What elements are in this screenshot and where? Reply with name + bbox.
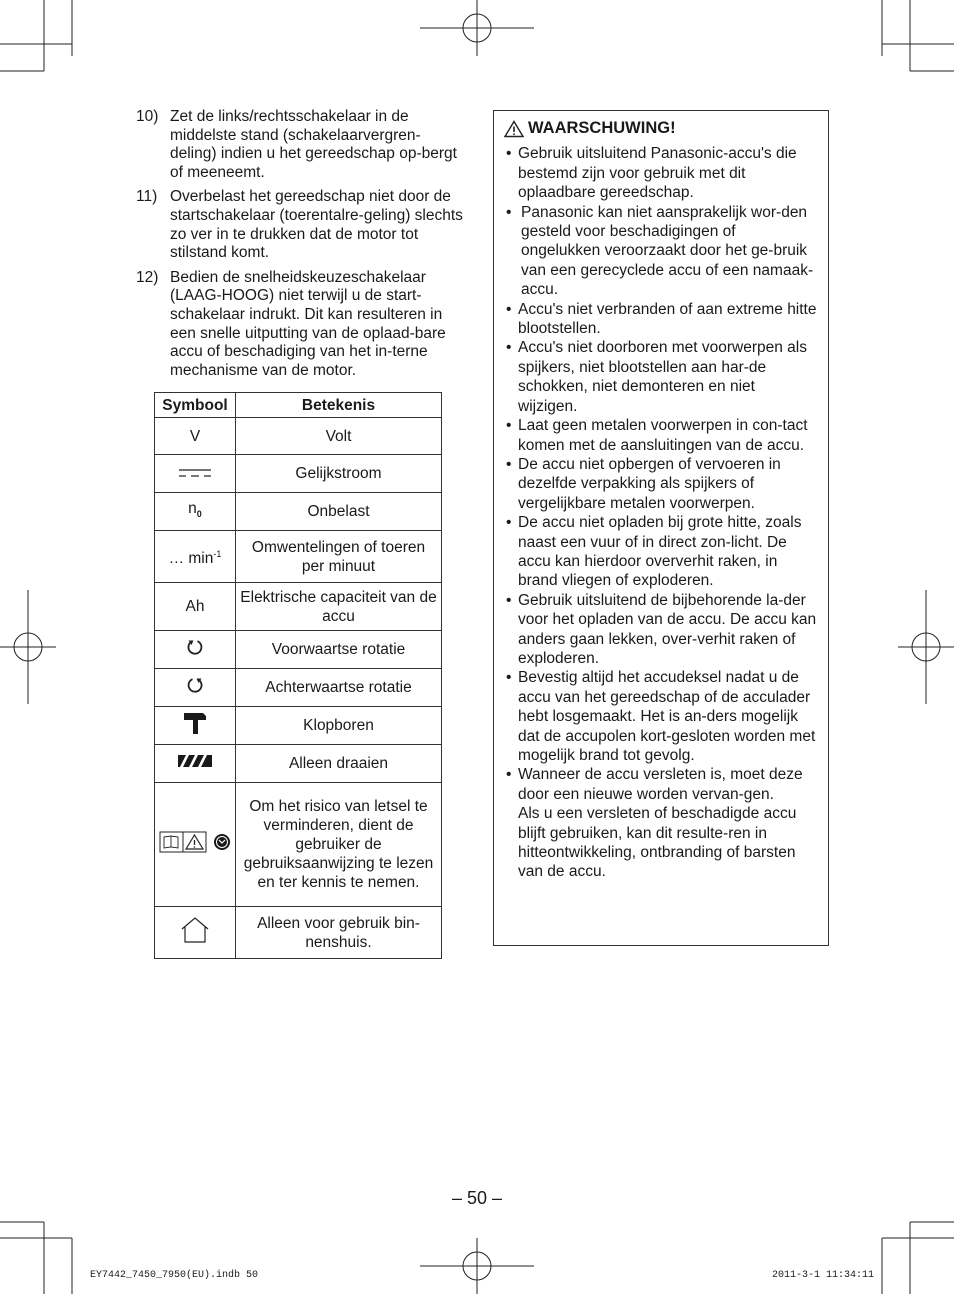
step-item <box>136 108 466 182</box>
meaning-cell: Volt <box>236 418 442 455</box>
symbol-cell <box>155 783 236 907</box>
symbol-cell <box>155 745 236 783</box>
table-row <box>155 583 442 631</box>
list-item: • Accu's niet verbranden of aan extreme hitte blootstellen. <box>504 300 818 339</box>
warning-box <box>493 110 829 946</box>
symbol-cell <box>155 455 236 493</box>
list-item: • De accu niet opbergen of vervoeren in dezelfde verpakking als spijkers of vergelijkbare metalen voorwerpen. <box>504 455 818 513</box>
step-item <box>136 269 466 381</box>
meaning-cell: Achterwaartse rotatie <box>236 669 442 707</box>
reverse-rotation-icon <box>186 676 204 694</box>
list-item: • Wanneer de accu versleten is, moet deze door een nieuwe worden vervan-gen. <box>504 765 818 804</box>
list-item: • Panasonic kan niet aansprakelijk wor-den gesteld voor beschadigingen of ongelukken veroorzaakt door het ge-bruik van een gerecyclede accu of een namaak-accu. <box>504 203 818 300</box>
table-row <box>155 631 442 669</box>
step-text: Zet de links/rechtsschakelaar in de middelste stand (schakelaarvergren-deling) indien u het gereedschap op-bergt of meeneemt. <box>170 108 457 181</box>
table-row <box>155 783 442 907</box>
table-row <box>155 745 442 783</box>
step-number: 11) <box>136 188 158 206</box>
list-item: • Bevestig altijd het accudeksel nadat u de accu van het gereedschap of de acculader hebt losgemaakt. Het is an-ders mogelijk dat de accupolen kort-gesloten worden met mogelijk brand tot gevolg. <box>504 668 818 765</box>
table-row <box>155 455 442 493</box>
table-row <box>155 707 442 745</box>
direct-current-icon <box>178 468 212 478</box>
step-text: Overbelast het gereedschap niet door de startschakelaar (toerentalre-geling) slechts zo ver in te drukken dat de motor tot stilstand komt. <box>170 188 463 262</box>
step-text: Bedien de snelheidskeuzeschakelaar (LAAG-HOOG) niet terwijl u de start-schakelaar indrukt. Dit kan resulteren in een snelle uitputting van de oplaad-bare accu of beschadiging van het in-terne mechanisme van de motor. <box>170 268 446 379</box>
list-item: • Accu's niet doorboren met voorwerpen als spijkers, niet blootstellen aan har-de schokken, niet demonteren en niet wijzigen. <box>504 338 818 416</box>
hammer-icon <box>183 711 207 735</box>
table-row <box>155 493 442 531</box>
symbol-table <box>154 392 442 959</box>
symbol-cell <box>155 707 236 745</box>
symbol-subscript: 0 <box>196 509 202 520</box>
symbol-cell: Ah <box>155 583 236 631</box>
meaning-cell: Alleen draaien <box>236 745 442 783</box>
list-item: • De accu niet opladen bij grote hitte, zoals naast een vuur of in direct zon-licht. De accu kan hierdoor oververhit raken, in brand vliegen of exploderen. <box>504 513 818 591</box>
footer-file-info: EY7442_7450_7950(EU).indb 50 <box>90 1270 259 1281</box>
meaning-cell: Gelijkstroom <box>236 455 442 493</box>
symbol-cell <box>155 631 236 669</box>
drill-only-icon <box>177 753 213 769</box>
page-number: – 50 – <box>451 1188 503 1208</box>
symbol-superscript: -1 <box>213 548 222 559</box>
symbol-cell: V <box>155 418 236 455</box>
warning-list <box>504 144 818 881</box>
indoor-use-icon <box>179 916 211 944</box>
table-row <box>155 418 442 455</box>
step-item <box>136 188 466 262</box>
warning-triangle-icon <box>504 120 524 138</box>
meaning-cell: Klopboren <box>236 707 442 745</box>
step-number: 10) <box>136 108 159 125</box>
symbol-cell <box>155 493 236 531</box>
symbol-cell <box>155 907 236 959</box>
symbol-cell <box>155 531 236 583</box>
forward-rotation-icon <box>186 638 204 656</box>
symbol-cell <box>155 669 236 707</box>
header-symbol: Symbool <box>155 393 236 418</box>
step-number: 12) <box>136 268 159 286</box>
header-meaning: Betekenis <box>236 393 442 418</box>
footer-timestamp: 2011-3-1 11:34:11 <box>772 1270 875 1281</box>
meaning-cell: Om het risico van letsel te verminderen, dient de gebruiker de gebruiksaanwijzing te lezen en ter kennis te nemen. <box>236 783 442 907</box>
warning-title <box>504 119 818 138</box>
meaning-cell: Omwentelingen of toeren per minuut <box>236 531 442 583</box>
symbol-text: n <box>188 499 197 517</box>
list-item: • Gebruik uitsluitend de bijbehorende la-der voor het opladen van de accu. De accu kan anders gaan lekken, over-verhit raken of exploderen. <box>504 591 818 669</box>
list-item: • Gebruik uitsluitend Panasonic-accu's die bestemd zijn voor gebruik met dit oplaadbare gereedschap. <box>504 144 818 202</box>
meaning-cell: Alleen voor gebruik bin-nenshuis. <box>236 907 442 959</box>
symbol-text: … min <box>168 550 214 568</box>
table-row <box>155 907 442 959</box>
table-header-row <box>155 393 442 418</box>
list-item: • Laat geen metalen voorwerpen in con-tact komen met de aansluitingen van de accu. <box>504 416 818 455</box>
warning-title-text: WAARSCHUWING! <box>528 119 676 137</box>
meaning-cell: Onbelast <box>236 493 442 531</box>
table-row <box>155 669 442 707</box>
table-row <box>155 531 442 583</box>
list-item-continuation: Als u een versleten of beschadigde accu blijft gebruiken, kan dit resulte-ren in hitteontwikkeling, ontbranding of barsten van de accu. <box>518 805 797 881</box>
meaning-cell: Voorwaartse rotatie <box>236 631 442 669</box>
read-manual-icon <box>159 830 231 854</box>
meaning-cell: Elektrische capaciteit van de accu <box>236 583 442 631</box>
instruction-steps <box>136 108 466 386</box>
